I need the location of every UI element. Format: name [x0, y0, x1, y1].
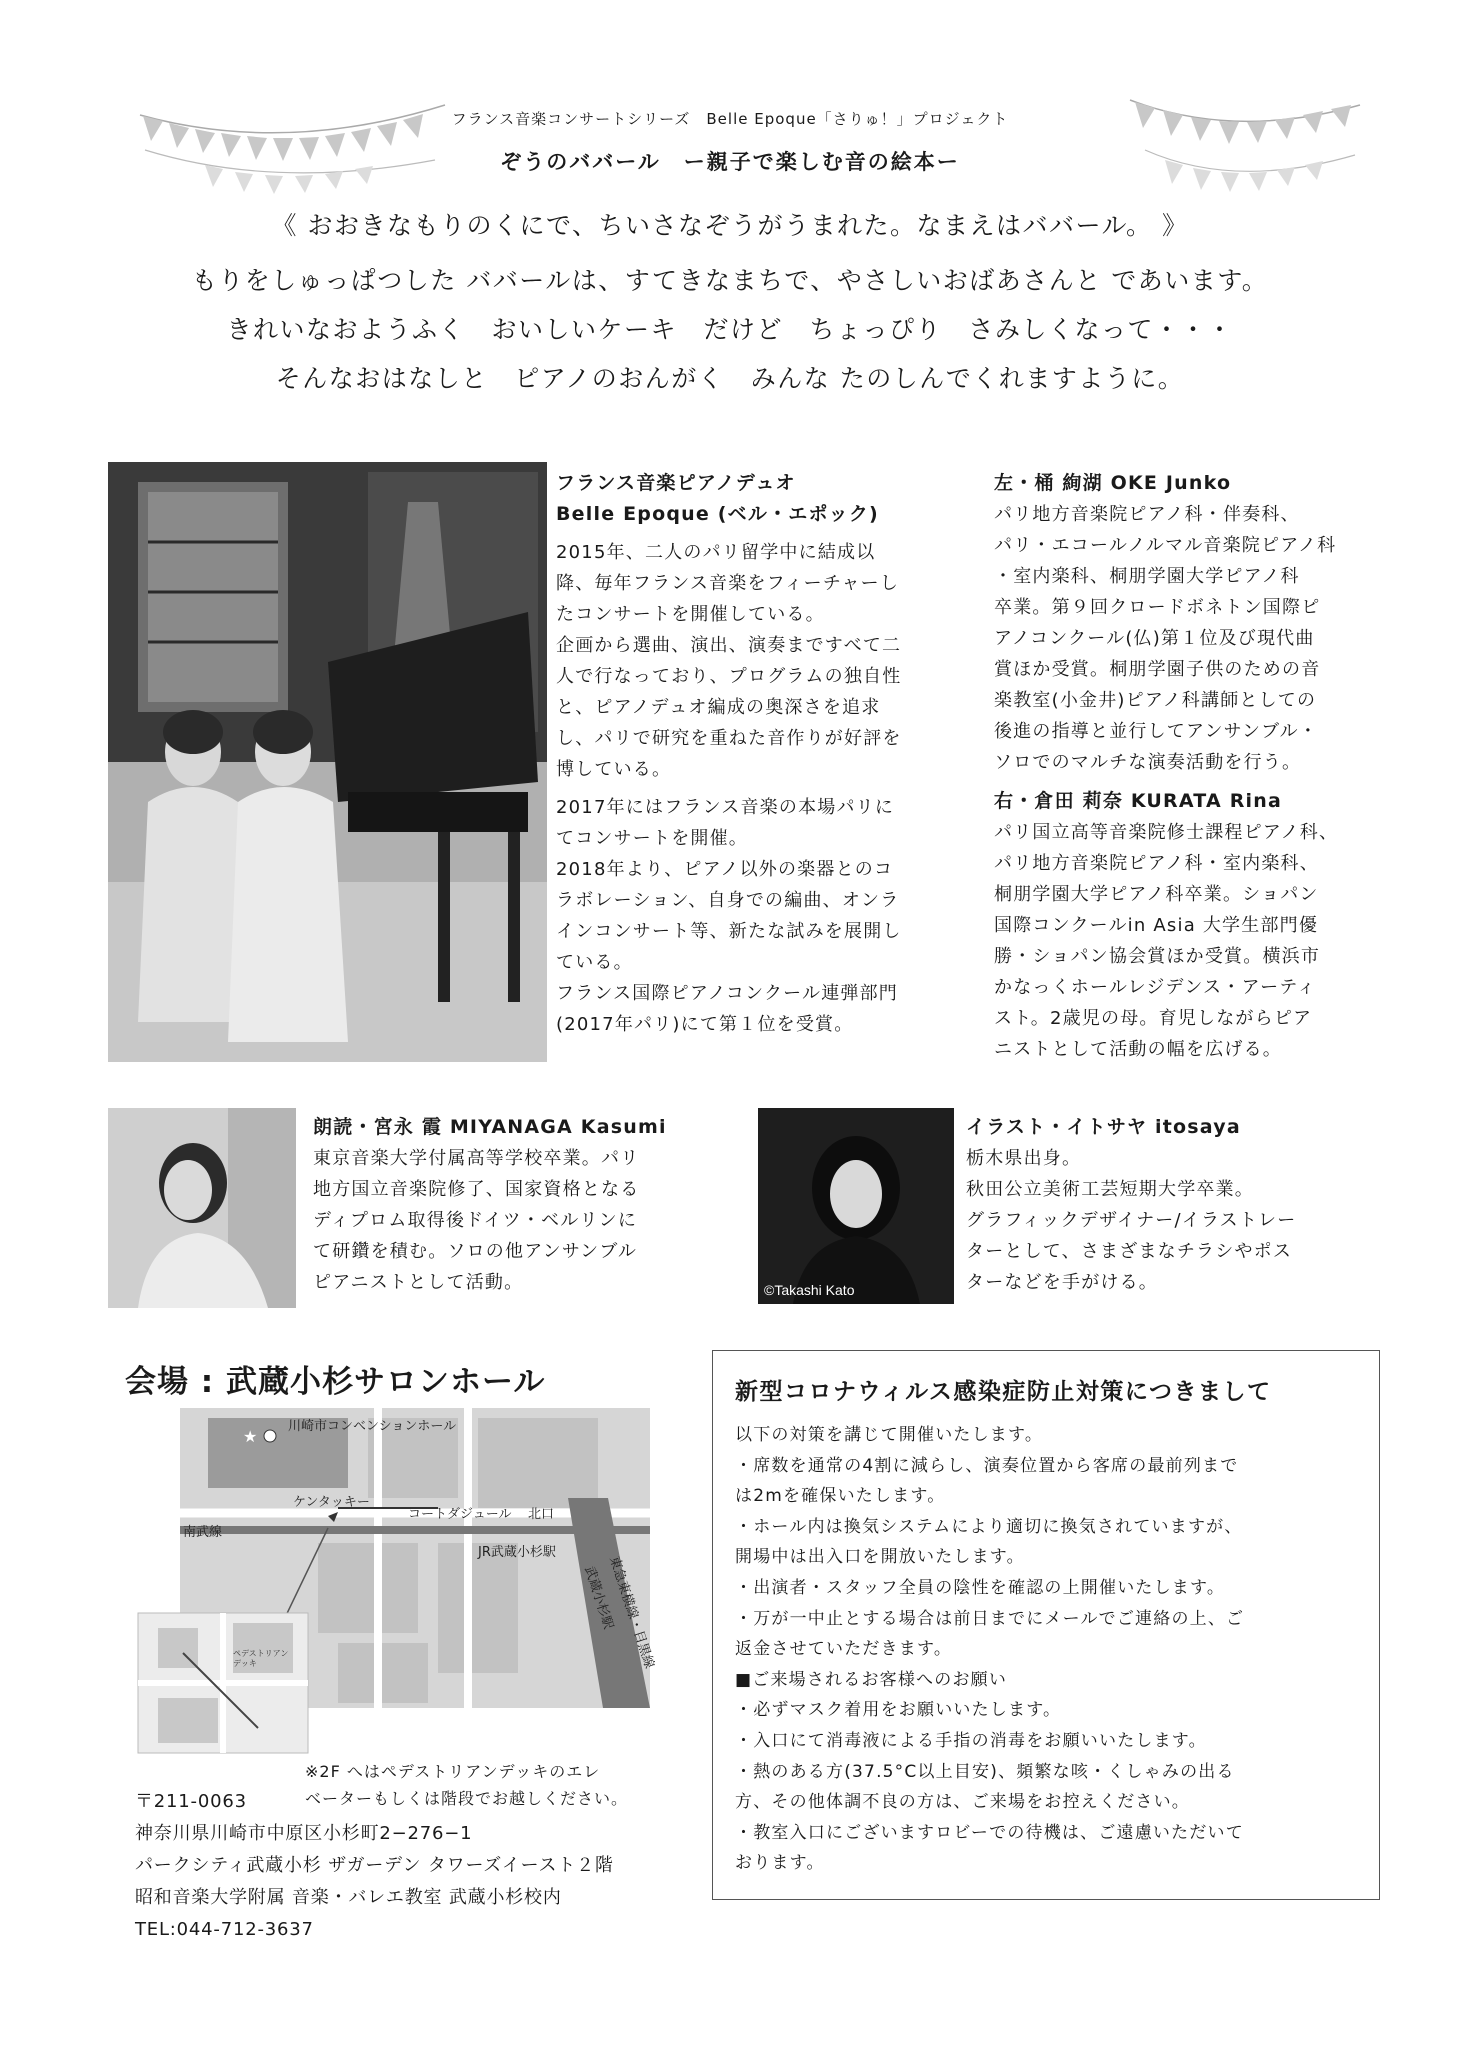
- story-line-1: 《 おおきなもりのくにで、ちいさなぞうがうまれた。なまえはババール。 》: [271, 211, 1189, 240]
- oke-heading: 左・桶 絢湖 OKE Junko: [994, 472, 1232, 494]
- oke-bio-line: ソロでのマルチな演奏活動を行う。: [994, 752, 1302, 773]
- story-line-4: そんなおはなしと ピアノのおんがく みんな たのしんでくれますように。: [275, 364, 1185, 393]
- oke-bio-line: 楽教室(小金井)ピアノ科講師としての: [994, 690, 1317, 711]
- itosaya-heading: イラスト・イトサヤ itosaya: [966, 1116, 1241, 1138]
- kurata-section: [994, 786, 1394, 1065]
- oke-bio-line: パリ地方音楽院ピアノ科・伴奏科、: [994, 504, 1300, 525]
- photo-credit: ©Takashi Kato: [764, 1282, 855, 1298]
- map-label-cote: コートダジュール: [408, 1507, 512, 1522]
- covid-line: 開場中は出入口を開放いたします。: [735, 1547, 1025, 1568]
- miyanaga-bio-line: 東京音楽大学付属高等学校卒業。パリ: [313, 1148, 640, 1169]
- map-label-jr: JR武蔵小杉駅: [478, 1545, 556, 1560]
- oke-bio-line: ・室内楽科、桐朋学園大学ピアノ科: [994, 566, 1300, 587]
- covid-title: 新型コロナウィルス感染症防止対策につきまして: [735, 1379, 1272, 1405]
- kurata-bio-line: かなっくホールレジデンス・アーティ: [994, 977, 1317, 998]
- map-label-nambu: 南武線: [183, 1525, 223, 1540]
- duo-bio-line: 2015年、二人のパリ留学中に結成以: [556, 542, 876, 563]
- covid-line: ・必ずマスク着用をお願いいたします。: [735, 1700, 1062, 1721]
- miyanaga-bio-line: ディプロム取得後ドイツ・ベルリンに: [313, 1210, 638, 1231]
- kurata-bio-line: 勝・ショパン協会賞ほか受賞。横浜市: [994, 946, 1321, 967]
- postal-code: 〒211-0063: [135, 1791, 247, 1812]
- duo-section: [556, 468, 946, 1040]
- map-label-deck: ペデストリアン: [233, 1649, 289, 1658]
- duo-bio-line: 人で行なっており、プログラムの独自性: [556, 666, 902, 687]
- map-label-tokyu: 東急東横線・目黒線: [606, 1554, 657, 1671]
- covid-line: 以下の対策を講じて開催いたします。: [735, 1425, 1044, 1445]
- itosaya-bio-line: ターとして、さまざまなチラシやポス: [966, 1241, 1293, 1262]
- oke-bio-line: 後進の指導と並行してアンサンブル・: [994, 721, 1319, 742]
- duo-bio-line: てコンサートを開催。: [556, 828, 748, 849]
- itosaya-bio-line: グラフィックデザイナー/イラストレー: [966, 1210, 1297, 1231]
- covid-line: 方、その他体調不良の方は、ご来場をお控えください。: [735, 1792, 1190, 1813]
- oke-bio-line: パリ・エコールノルマル音楽院ピアノ科: [994, 535, 1337, 556]
- duo-photo: [108, 462, 547, 1062]
- duo-bio-line: 企画から選曲、演出、演奏まですべて二: [556, 635, 902, 656]
- map-label-hall: 川崎市コンベンションホール: [288, 1419, 457, 1434]
- miyanaga-photo: [108, 1108, 296, 1308]
- map-label-kfc: ケンタッキー: [293, 1495, 370, 1510]
- phone-number: TEL:044-712-3637: [135, 1919, 314, 1940]
- duo-bio-line: 2018年より、ピアノ以外の楽器とのコ: [556, 859, 894, 880]
- itosaya-section: [966, 1112, 1386, 1298]
- map-note-line: ※2F へはペデストリアンデッキのエレ: [305, 1762, 601, 1781]
- oke-bio-line: 卒業。第９回クロードボネトン国際ピ: [994, 597, 1321, 618]
- story-line-3: きれいなおようふく おいしいケーキ だけど ちょっぴり さみしくなって・・・: [226, 315, 1234, 344]
- kurata-bio-line: パリ国立高等音楽院修士課程ピアノ科、: [994, 822, 1339, 843]
- covid-line: ・出演者・スタッフ全員の陰性を確認の上開催いたします。: [735, 1577, 1226, 1598]
- oke-section: [994, 468, 1394, 778]
- address-line: 神奈川県川崎市中原区小杉町2−276−1: [135, 1823, 473, 1844]
- duo-bio-line: 降、毎年フランス音楽をフィーチャーし: [556, 573, 900, 594]
- venue-address: [135, 1786, 614, 1946]
- itosaya-bio-line: ターなどを手がける。: [966, 1272, 1158, 1293]
- address-line: パークシティ武蔵小杉 ザガーデン タワーズイースト２階: [135, 1855, 614, 1876]
- oke-bio-line: 賞ほか受賞。桐朋学園子供のための音: [994, 659, 1321, 680]
- covid-line: ・教室入口にございますロビーでの待機は、ご遠慮いただいて: [735, 1822, 1244, 1843]
- duo-name: Belle Epoque (ベル・エポック): [556, 503, 879, 525]
- duo-bio-line: と、ピアノデュオ編成の奥深さを追求: [556, 697, 881, 718]
- address-line: 昭和音楽大学附属 音楽・バレエ教室 武蔵小杉校内: [135, 1887, 562, 1908]
- oke-bio-line: アノコンクール(仏)第１位及び現代曲: [994, 628, 1315, 649]
- concert-title: ぞうのババール ー親子で楽しむ音の絵本ー: [500, 150, 960, 174]
- covid-line: ・ホール内は換気システムにより適切に換気されていますが、: [735, 1516, 1243, 1537]
- kurata-heading: 右・倉田 莉奈 KURATA Rina: [994, 790, 1283, 812]
- duo-bio-line: ラボレーション、自身での編曲、オンラ: [556, 890, 900, 911]
- star-icon: ★: [243, 1427, 258, 1446]
- kurata-bio-line: 桐朋学園大学ピアノ科卒業。ショパン: [994, 884, 1319, 905]
- itosaya-photo: [758, 1108, 954, 1304]
- venue-title: 会場 : 武蔵小杉サロンホール: [125, 1364, 546, 1400]
- map-label-north-exit: 北口: [528, 1507, 555, 1522]
- map-label-tokyu-station: 武蔵小杉駅: [581, 1564, 616, 1632]
- duo-heading: フランス音楽ピアノデュオ: [556, 472, 796, 494]
- kurata-bio-line: パリ地方音楽院ピアノ科・室内楽科、: [994, 853, 1319, 874]
- duo-bio-line: (2017年パリ)にて第１位を受賞。: [556, 1014, 854, 1035]
- miyanaga-bio-line: 地方国立音楽院修了、国家資格となる: [313, 1179, 640, 1200]
- duo-bio-line: たコンサートを開催している。: [556, 604, 825, 625]
- duo-bio-line: ている。: [556, 952, 633, 973]
- kurata-bio-line: ニストとして活動の幅を広げる。: [994, 1039, 1282, 1060]
- kurata-bio-line: 国際コンクールin Asia 大学生部門優: [994, 915, 1319, 936]
- duo-bio-line: インコンサート等、新たな試みを展開し: [556, 921, 902, 942]
- miyanaga-section: [313, 1112, 693, 1298]
- series-title: フランス音楽コンサートシリーズ Belle Epoque「さりゅ！」プロジェクト: [451, 110, 1009, 128]
- miyanaga-heading: 朗読・宮永 霞 MIYANAGA Kasumi: [313, 1116, 667, 1138]
- covid-line: 返金させていただきます。: [735, 1639, 953, 1660]
- covid-line: ・熱のある方(37.5°C以上目安)、頻繁な咳・くしゃみの出る: [735, 1761, 1235, 1782]
- duo-bio-line: し、パリで研究を重ねた音作りが好評を: [556, 728, 902, 749]
- story-line-2: もりをしゅっぱつした ババールは、すてきなまちで、やさしいおばあさんと であいます。: [191, 266, 1269, 295]
- itosaya-bio-line: 秋田公立美術工芸短期大学卒業。: [966, 1179, 1254, 1200]
- miyanaga-bio-line: ピアニストとして活動。: [313, 1272, 524, 1293]
- miyanaga-bio-line: て研鑽を積む。ソロの他アンサンブル: [313, 1241, 638, 1262]
- duo-bio-line: フランス国際ピアノコンクール連弾部門: [556, 983, 898, 1004]
- duo-bio-line: 2017年にはフランス音楽の本場パリに: [556, 797, 895, 818]
- map-label-deck-2: デッキ: [233, 1659, 257, 1668]
- covid-line: は2mを確保いたします。: [735, 1486, 946, 1507]
- bunting-left-decoration: [135, 75, 455, 205]
- covid-line: ・席数を通常の4割に減らし、演奏位置から客席の最前列まで: [735, 1455, 1239, 1476]
- covid-line: おります。: [735, 1853, 825, 1874]
- duo-bio-line: 博している。: [556, 759, 672, 780]
- covid-subheading: ■ご来場されるお客様へのお願い: [735, 1669, 1008, 1690]
- covid-notice-box: [712, 1350, 1380, 1900]
- venue-map: [138, 1408, 657, 1768]
- covid-line: ・入口にて消毒液による手指の消毒をお願いいたします。: [735, 1730, 1207, 1751]
- itosaya-bio-line: 栃木県出身。: [966, 1148, 1082, 1169]
- map-note-line: ベーターもしくは階段でお越しください。: [305, 1789, 629, 1808]
- covid-line: ・万が一中止とする場合は前日までにメールでご連絡の上、ご: [735, 1608, 1245, 1629]
- kurata-bio-line: スト。2歳児の母。育児しながらピア: [994, 1008, 1313, 1029]
